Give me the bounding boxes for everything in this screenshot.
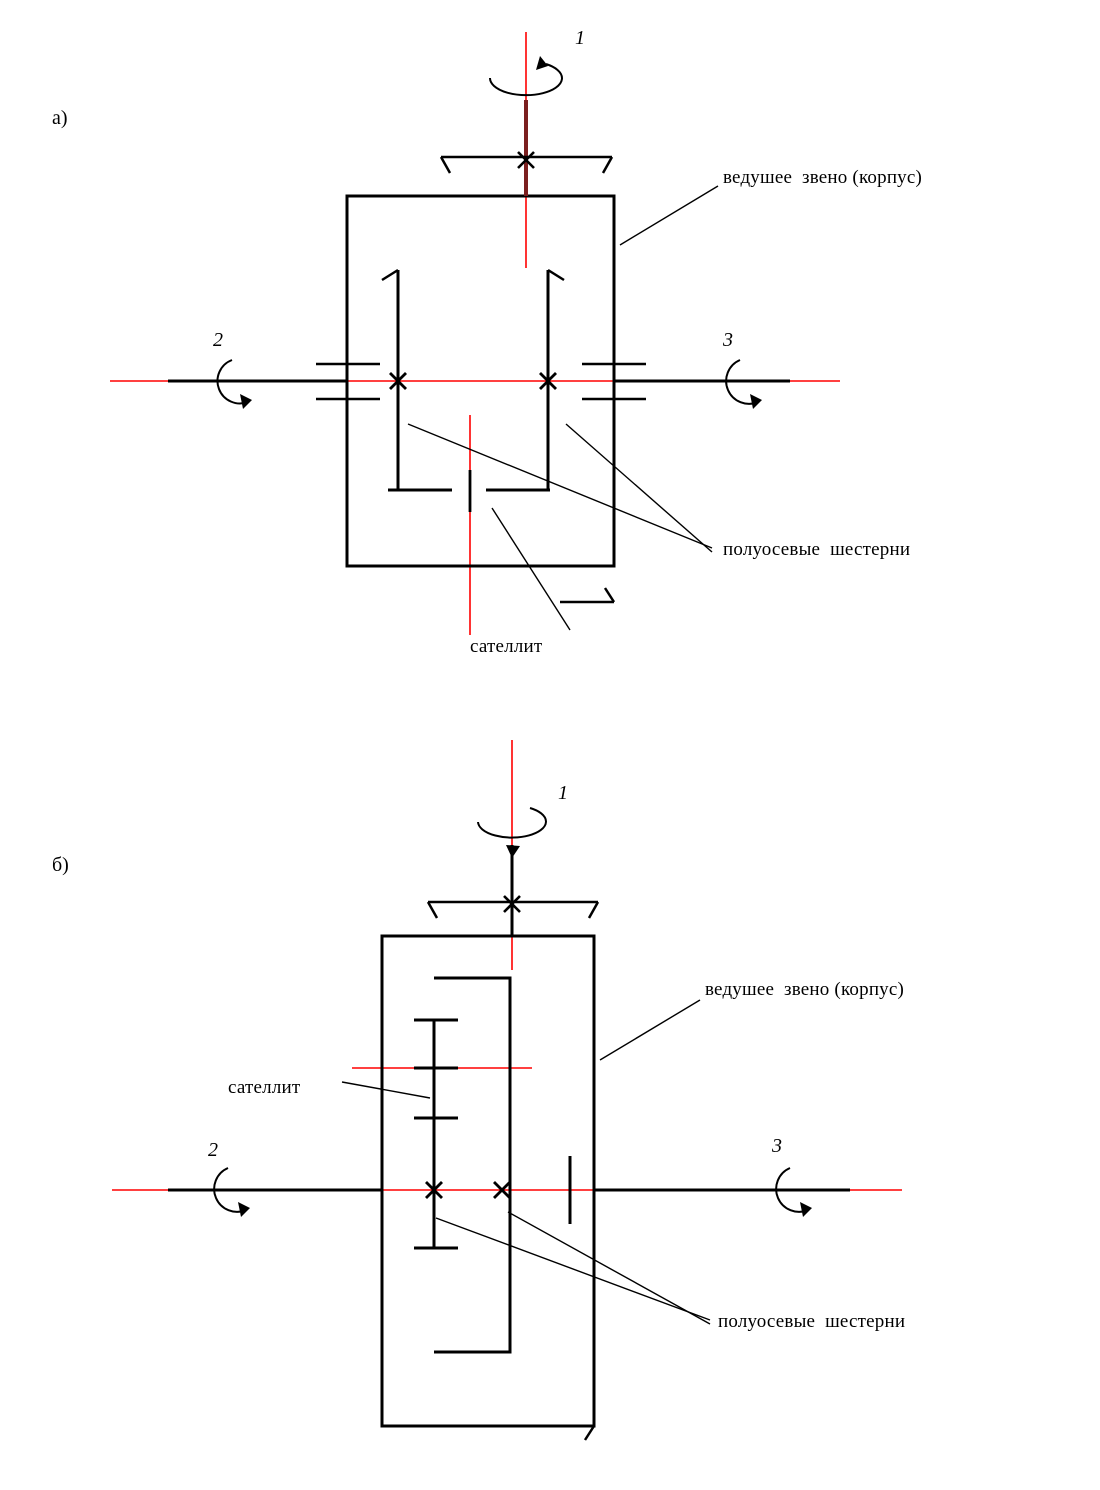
bearing-tick-top-right-b [589, 902, 598, 918]
rotation-arrow-head-1-a [536, 56, 548, 70]
rotation-arrow-head-1-b [506, 845, 520, 858]
annotation-side-gears-a: полуосевые шестерни [723, 539, 911, 560]
bearing-tick-top-left-a [441, 157, 450, 173]
side-gear-left-tooth-a [382, 270, 398, 280]
rotation-arrow-head-2-b [238, 1202, 250, 1217]
bearing-tick-top-left-b [428, 902, 437, 918]
shaft-number-2-b: 2 [208, 1139, 218, 1161]
shaft-number-1-b: 1 [558, 782, 568, 804]
bearing-tick-top-right-a [603, 157, 612, 173]
panel-label-b: б) [52, 854, 69, 876]
housing-foot-tick-a [605, 588, 614, 602]
annotation-satellite-b: сателлит [228, 1077, 301, 1098]
shaft-number-2-a: 2 [213, 329, 223, 351]
annotation-carrier-a: ведушее звено (корпус) [723, 167, 923, 188]
leader-side-gear-left-a [408, 424, 712, 548]
leader-side-gear-right-b [508, 1212, 710, 1324]
housing-foot-tick-b [585, 1426, 594, 1440]
leader-side-gear-right-a [566, 424, 712, 552]
satellite-carrier-b [434, 978, 510, 1352]
rotation-arrow-head-3-a [750, 394, 762, 409]
leader-carrier-b [600, 1000, 700, 1060]
shaft-number-1-a: 1 [575, 27, 585, 49]
rotation-arrow-head-2-a [240, 394, 252, 409]
annotation-side-gears-b: полуосевые шестерни [718, 1311, 906, 1332]
annotation-satellite-a: сателлит [470, 636, 543, 657]
leader-satellite-a [492, 508, 570, 630]
leader-satellite-b [342, 1082, 430, 1098]
panel-label-a: а) [52, 107, 68, 129]
side-gear-right-tooth-a [548, 270, 564, 280]
leader-side-gear-left-b [436, 1218, 710, 1320]
shaft-number-3-b: 3 [772, 1135, 782, 1157]
leader-carrier-a [620, 186, 718, 245]
rotation-arrow-head-3-b [800, 1202, 812, 1217]
annotation-carrier-b: ведушее звено (корпус) [705, 979, 905, 1000]
shaft-number-3-a: 3 [723, 329, 733, 351]
